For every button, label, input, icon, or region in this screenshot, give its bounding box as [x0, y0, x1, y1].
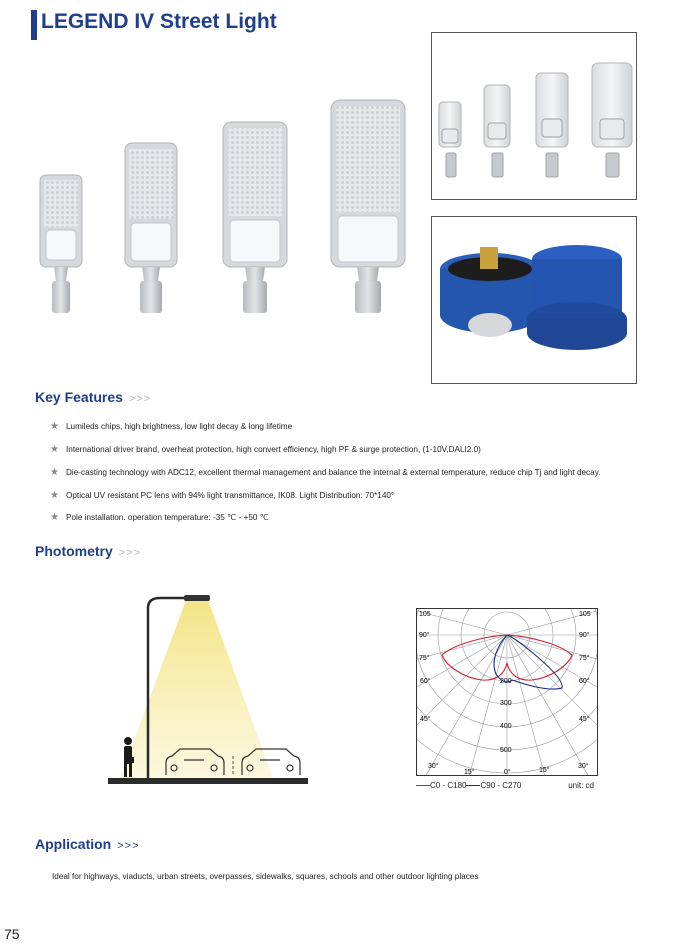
angle-label: 90°	[579, 632, 590, 639]
angle-label: 105	[419, 611, 431, 618]
key-features-title: Key Features	[35, 389, 123, 405]
street-light-medium	[125, 143, 177, 313]
product-backview-frame	[431, 32, 637, 200]
radial-label: 400	[500, 723, 512, 730]
radial-label: 300	[500, 700, 512, 707]
product-backview-image	[432, 33, 636, 199]
legend-label-c0: C0 - C180	[430, 781, 467, 790]
street-scene-illustration	[108, 590, 308, 790]
page-number: 75	[4, 926, 20, 942]
heading-arrows: >>>	[117, 840, 140, 852]
star-icon: ★	[50, 490, 59, 501]
legend-swatch-c0	[416, 785, 430, 786]
road-surface	[108, 778, 308, 784]
legend-label-c90: C90 - C270	[480, 781, 522, 790]
angle-label: 90°	[419, 632, 430, 639]
angle-label: 45°	[579, 716, 590, 723]
polar-photometry-chart	[416, 608, 598, 776]
angle-label: 0°	[504, 769, 511, 776]
angle-label: 60°	[420, 678, 431, 685]
street-light-small	[40, 175, 82, 313]
star-icon: ★	[50, 421, 59, 432]
light-beam	[120, 600, 273, 778]
feature-item: ★ Optical UV resistant PC lens with 94% light transmittance, IK08. Light Distribution: 70*140°	[50, 490, 395, 501]
unit-label: unit: cd	[568, 781, 594, 790]
angle-label: 60°	[579, 678, 590, 685]
radial-label: 200	[500, 678, 512, 685]
polar-legend	[416, 781, 598, 790]
street-light-large	[223, 122, 287, 313]
feature-item: ★ International driver brand, overheat protection, high convert efficiency, high PF & surge protection, (1-10V,DALI2.0)	[50, 444, 481, 455]
angle-label: 30°	[428, 763, 439, 770]
angle-label: 105	[579, 611, 591, 618]
street-light-xlarge	[331, 100, 405, 313]
radial-label: 500	[500, 747, 512, 754]
photocell-image	[432, 217, 636, 383]
title-accent-bar	[31, 10, 37, 40]
key-features-heading	[35, 389, 151, 405]
application-text: Ideal for highways, viaducts, urban streets, overpasses, sidewalks, squares, schools and other outdoor lighting places	[52, 872, 479, 881]
lamp-head	[184, 595, 210, 601]
heading-arrows: >>>	[128, 393, 152, 405]
application-heading	[35, 836, 140, 852]
feature-item: ★ Die-casting technology with ADC12, excellent thermal management and balance the internal & external temperature, reduce chip Tj and light decay.	[50, 467, 601, 478]
angle-label: 30°	[578, 763, 589, 770]
legend-swatch-c90	[466, 785, 480, 786]
star-icon: ★	[50, 512, 59, 523]
photocell-frame	[431, 216, 637, 384]
product-lineup-image	[30, 95, 420, 325]
feature-item: ★ Pole installation. operation temperature: -35 ℃ - +50 ℃	[50, 512, 269, 523]
angle-label: 75°	[579, 655, 590, 662]
feature-item: ★ Lumileds chips, high brightness, low light decay & long lifetime	[50, 421, 293, 432]
angle-label: 45°	[420, 716, 431, 723]
heading-arrows: >>>	[118, 547, 142, 559]
page-title: LEGEND IV Street Light	[41, 10, 277, 33]
photometry-title: Photometry	[35, 543, 113, 559]
star-icon: ★	[50, 444, 59, 455]
photometry-heading	[35, 543, 141, 559]
angle-label: 15°	[539, 767, 550, 774]
angle-label: 75°	[419, 655, 430, 662]
angle-label: 15°	[464, 769, 475, 776]
application-title: Application	[35, 836, 112, 852]
star-icon: ★	[50, 467, 59, 478]
